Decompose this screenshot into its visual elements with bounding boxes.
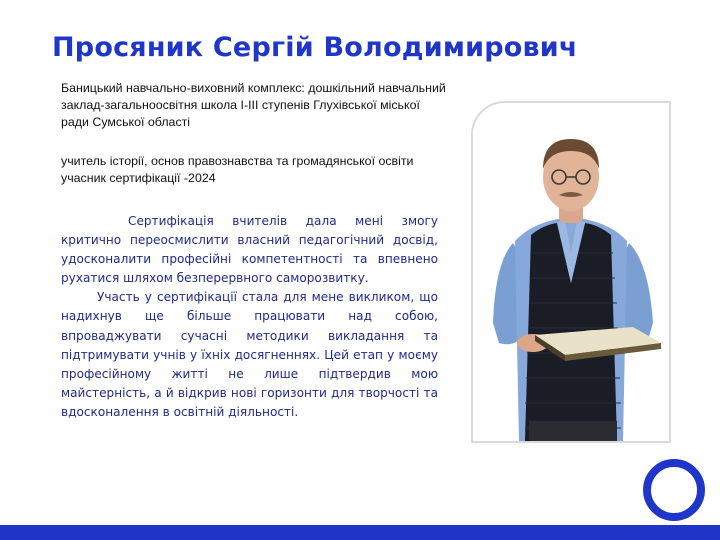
testimonial-paragraph-1: Сертифікація вчителів дала мені змогу критично переосмислити власний педагогічний досвід, удосконалити професійні компетентності та впевнено рухатися шляхом безперервного саморозвитку. xyxy=(61,214,438,286)
role-line: учитель історії, основ правознавства та громадянської освіти xyxy=(61,154,414,168)
role-line: учасник сертифікації -2024 xyxy=(61,171,216,185)
ring-icon xyxy=(643,459,705,521)
school-line: Баницький навчально-виховний комплекс: дошкільний навчальний xyxy=(61,81,446,95)
teacher-photo-frame xyxy=(471,101,671,443)
page-title: Просяник Сергій Володимирович xyxy=(52,32,578,63)
school-line: заклад-загальноосвітня школа І-ІІІ ступенів Глухівської міської xyxy=(61,98,420,112)
school-info xyxy=(61,80,471,187)
school-line: ради Сумської області xyxy=(61,115,191,129)
testimonial-paragraph-2: Участь у сертифікації стала для мене викликом, що надихнув ще більше працювати над собою, впроваджувати сучасні методики викладання та підтримувати учнів у їхніх досягненнях. Цей етап у моєму професійному житті не лише підтвердив мою майстерність, а й відкрив нові горизонти для творчості та вдосконалення в освітній діяльності. xyxy=(61,290,438,419)
bottom-bar xyxy=(0,525,720,540)
testimonial-text xyxy=(61,212,438,422)
teacher-photo xyxy=(473,103,669,441)
